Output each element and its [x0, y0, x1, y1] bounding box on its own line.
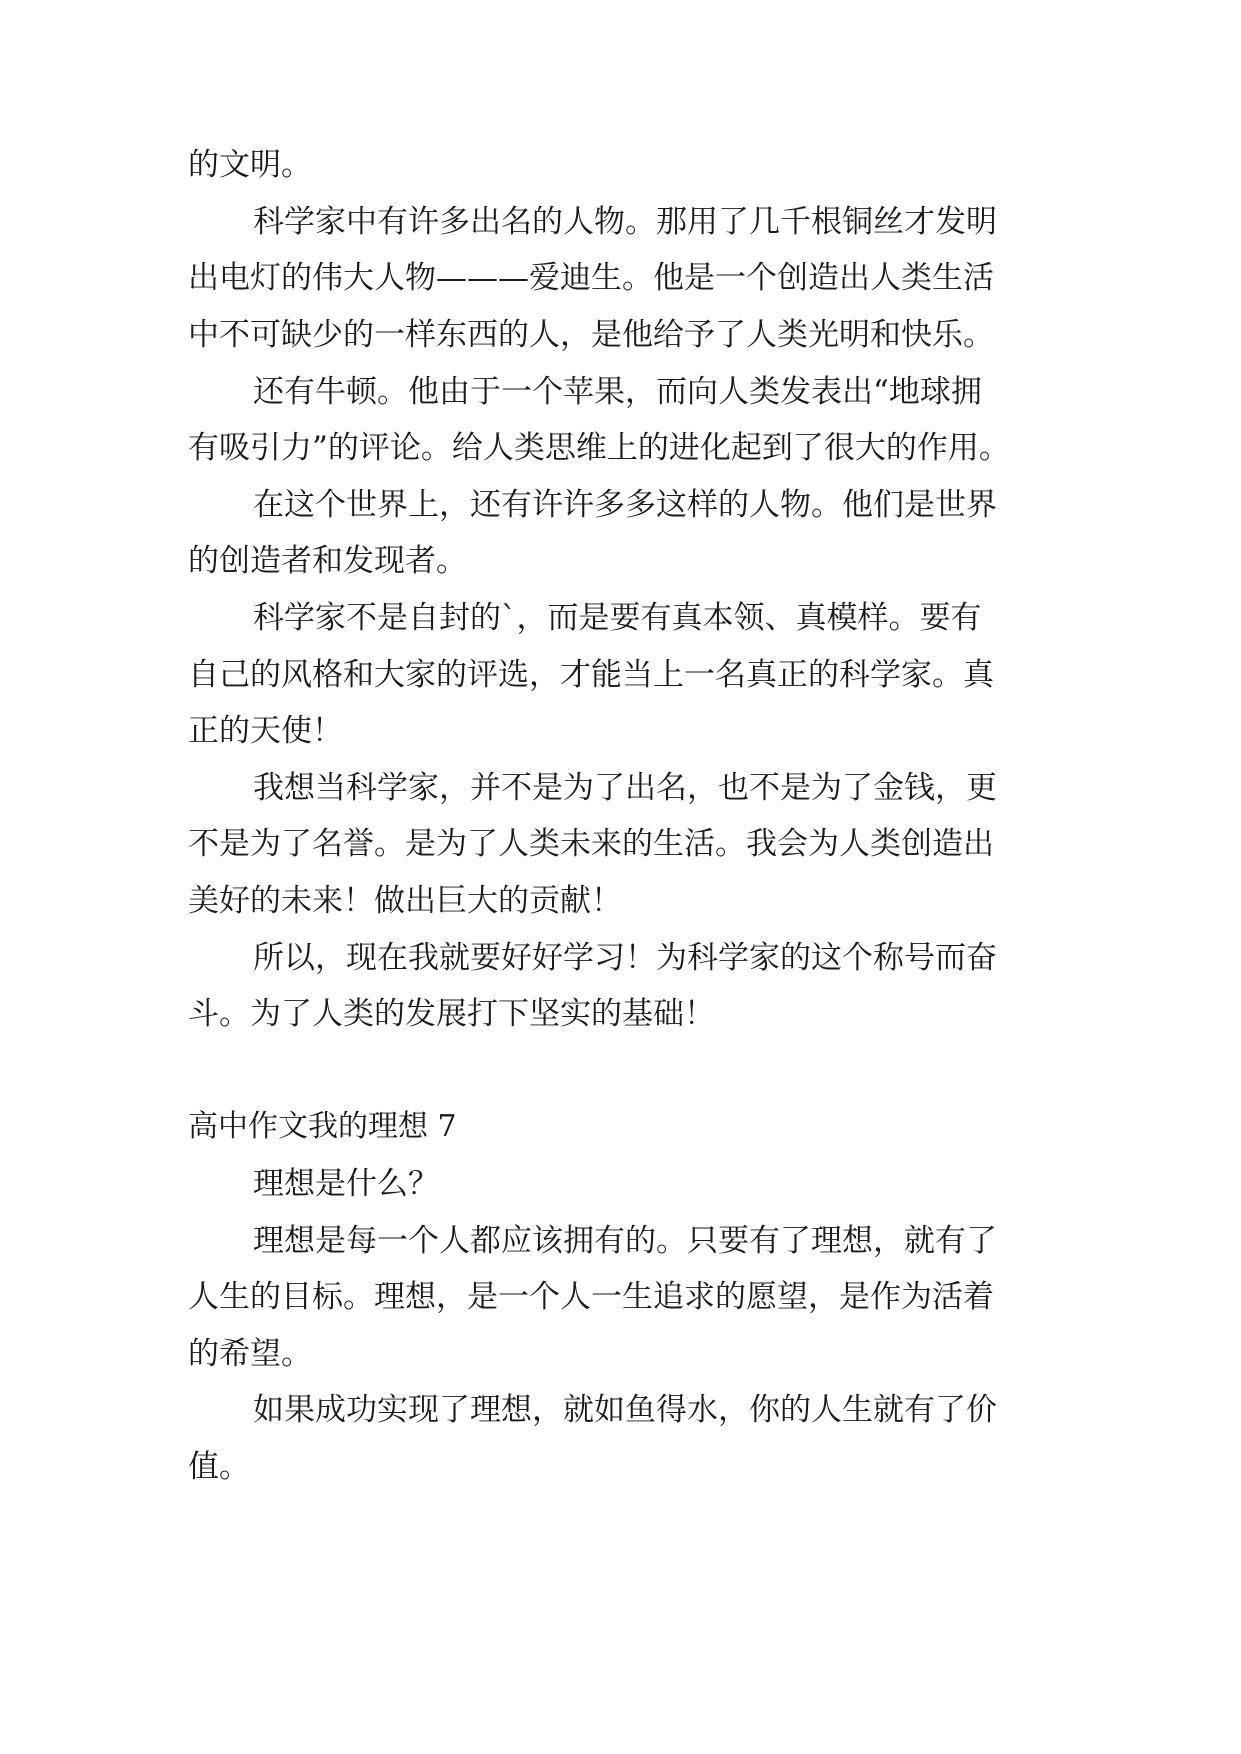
essay-title: 高中作文我的理想 7 [188, 1109, 457, 1144]
paragraph-line: 有吸引力”的评论。给人类思维上的进化起到了很大的作用。 [188, 430, 1010, 466]
paragraph-line: 理想是每一个人都应该拥有的。只要有了理想，就有了 [253, 1223, 997, 1259]
paragraph-line: 科学家中有许多出名的人物。那用了几千根铜丝才发明 [253, 204, 997, 240]
paragraph-line: 正的天使！ [188, 713, 343, 749]
paragraph-line: 还有牛顿。他由于一个苹果，而向人类发表出“地球拥 [253, 374, 982, 410]
paragraph-line: 人生的目标。理想，是一个人一生追求的愿望，是作为活着 [188, 1279, 994, 1315]
paragraph-line: 出电灯的伟大人物———爱迪生。他是一个创造出人类生活 [188, 260, 994, 296]
paragraph-line: 的创造者和发现者。 [188, 543, 467, 579]
paragraph-line: 不是为了名誉。是为了人类未来的生活。我会为人类创造出 [188, 826, 994, 862]
paragraph-line: 中不可缺少的一样东西的人，是他给予了人类光明和快乐。 [188, 317, 994, 353]
paragraph-line: 的文明。 [188, 147, 312, 183]
paragraph-line: 理想是什么？ [253, 1166, 439, 1202]
paragraph-line: 如果成功实现了理想，就如鱼得水，你的人生就有了价 [253, 1392, 997, 1428]
paragraph-line: 在这个世界上，还有许许多多这样的人物。他们是世界 [253, 487, 997, 523]
paragraph-line: 斗。为了人类的发展打下坚实的基础！ [188, 996, 715, 1032]
paragraph-line: 的希望。 [188, 1336, 312, 1372]
paragraph-line: 值。 [188, 1449, 250, 1485]
paragraph-line: 科学家不是自封的`，而是要有真本领、真模样。要有 [253, 600, 982, 636]
paragraph-line: 我想当科学家，并不是为了出名，也不是为了金钱，更 [253, 770, 997, 806]
paragraph-line: 自己的风格和大家的评选，才能当上一名真正的科学家。真 [188, 657, 994, 693]
paragraph-line: 所以，现在我就要好好学习！为科学家的这个称号而奋 [253, 940, 997, 976]
paragraph-line: 美好的未来！做出巨大的贡献！ [188, 883, 622, 919]
